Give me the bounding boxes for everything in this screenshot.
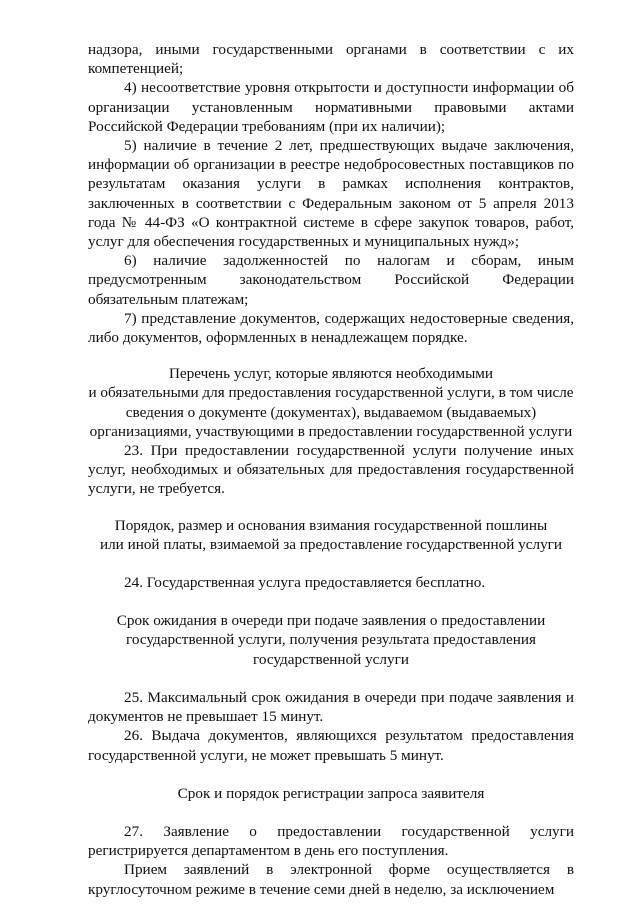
heading-line: сведения о документе (документах), выдаваемом (выдаваемых) (125, 403, 537, 421)
paragraph-25: 25. Максимальный срок ожидания в очереди при подаче заявления и документов не превышает 15 минут. (88, 688, 574, 726)
heading-line: и обязательными для предоставления государственной услуги, в том числе (88, 384, 574, 402)
heading-line: или иной платы, взимаемой за предоставление государственной услуги (99, 535, 563, 553)
paragraph-23: 23. При предоставлении государственной услуги получение иных услуг, необходимых и обязательных для предоставления государственной услуги, не требуется. (88, 442, 574, 498)
heading-line: Перечень услуг, которые являются необходимыми (168, 365, 494, 383)
paragraph-27: 27. Заявление о предоставлении государственной услуги регистрируется департаментом в день его поступления. (88, 822, 574, 860)
paragraph-26: 26. Выдача документов, являющихся результатом предоставления государственной услуги, не может превышать 5 минут. (88, 727, 574, 764)
heading-line: государственной услуги (253, 650, 409, 668)
paragraph-item-7: 7) представление документов, содержащих недостоверные сведения, либо документов, оформленных в ненадлежащем порядке. (88, 309, 574, 347)
spacer (88, 669, 574, 688)
section-heading-queue (88, 611, 574, 669)
spacer (88, 554, 574, 573)
heading-line: Порядок, размер и основания взимания государственной пошлины (114, 516, 548, 534)
paragraph-item-4: 4) несоответствие уровня открытости и доступности информации об организации установленным нормативными правовыми актами Российской Федерации требованиям (при их наличии); (88, 79, 574, 135)
spacer (88, 803, 574, 822)
paragraph-item-5: 5) наличие в течение 2 лет, предшествующих выдаче заключения, информации об организации в реестре недобросовестных поставщиков по результатам оказания услуги в рамках исполнения контрактов, заключенных в соответствии с Федеральным законом от 5 апреля 2013 года № 44-ФЗ «О контрактной системе в сфере закупок товаров, работ, услуг для обеспечения государственных и муниципальных нужд»; (88, 137, 574, 251)
section-heading-fee (88, 516, 574, 554)
heading-line: государственной услуги, получения результата предоставления (126, 631, 536, 649)
spacer (88, 765, 574, 784)
document-body (88, 40, 574, 899)
paragraph-item-6: 6) наличие задолженностей по налогам и сборам, иным предусмотренным законодательством Российской Федерации обязательным платежам; (88, 252, 574, 308)
section-heading-services (88, 364, 574, 441)
spacer (88, 347, 574, 364)
spacer (88, 592, 574, 611)
spacer (88, 499, 574, 516)
section-heading-registration: Срок и порядок регистрации запроса заявителя (177, 784, 485, 802)
paragraph-24: 24. Государственная услуга предоставляется бесплатно. (124, 574, 486, 592)
paragraph-electronic-reception: Прием заявлений в электронной форме осуществляется в круглосуточном режиме в течение семи дней в неделю, за исключением (88, 861, 574, 898)
paragraph-3-continuation: надзора, иными государственными органами в соответствии с их компетенцией; (88, 41, 574, 78)
heading-line: Срок ожидания в очереди при подаче заявления о предоставлении (116, 612, 546, 630)
heading-line: организациями, участвующими в предоставлении государственной услуги (89, 422, 573, 440)
